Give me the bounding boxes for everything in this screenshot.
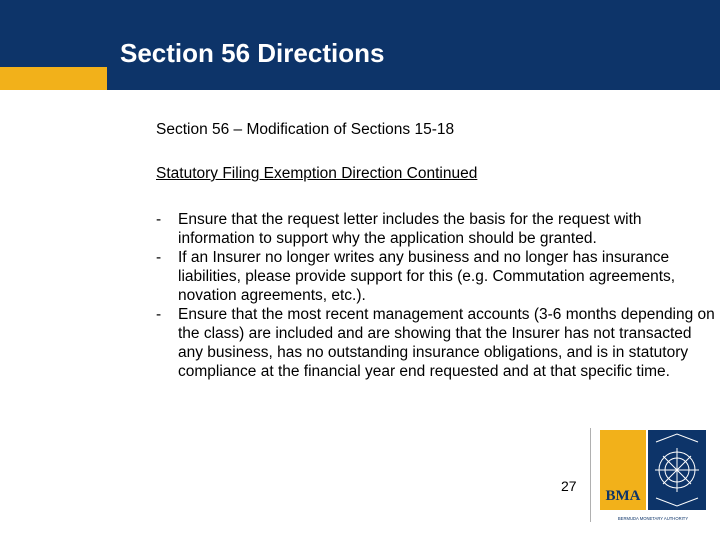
section-subtitle: Section 56 – Modification of Sections 15-18: [156, 121, 455, 138]
footer-divider: [590, 428, 591, 522]
section-subheading: Statutory Filing Exemption Direction Continued: [156, 165, 478, 182]
bullet-marker: -: [156, 306, 162, 323]
bma-logo: [598, 428, 708, 528]
bullet-item: [156, 210, 716, 248]
bullet-text: Ensure that the request letter includes the basis for the request with information to support why the application should be granted.: [178, 211, 642, 247]
bullet-marker: -: [156, 211, 162, 228]
logo-wordmark: BMA: [605, 488, 641, 504]
page-number: 27: [561, 478, 577, 494]
bullet-item: [156, 248, 716, 305]
bullet-text: If an Insurer no longer writes any business and no longer has insurance liabilities, please provide support for this (e.g. Commutation agreements, novation agreements, etc.).: [178, 249, 676, 304]
slide-title: Section 56 Directions: [120, 38, 385, 68]
bullet-item: [156, 305, 716, 381]
logo-tagline: BERMUDA MONETARY AUTHORITY: [617, 516, 689, 521]
bullet-list: [156, 210, 716, 381]
header-accent-stripe: [0, 67, 107, 90]
bullet-text: Ensure that the most recent management accounts (3-6 months depending on the class) are included and are showing that the Insurer has not transacted any business, has no outstanding insurance obligations, and is in statutory compliance at the financial year end requested and at that specific time.: [178, 306, 715, 380]
bullet-marker: -: [156, 249, 162, 266]
